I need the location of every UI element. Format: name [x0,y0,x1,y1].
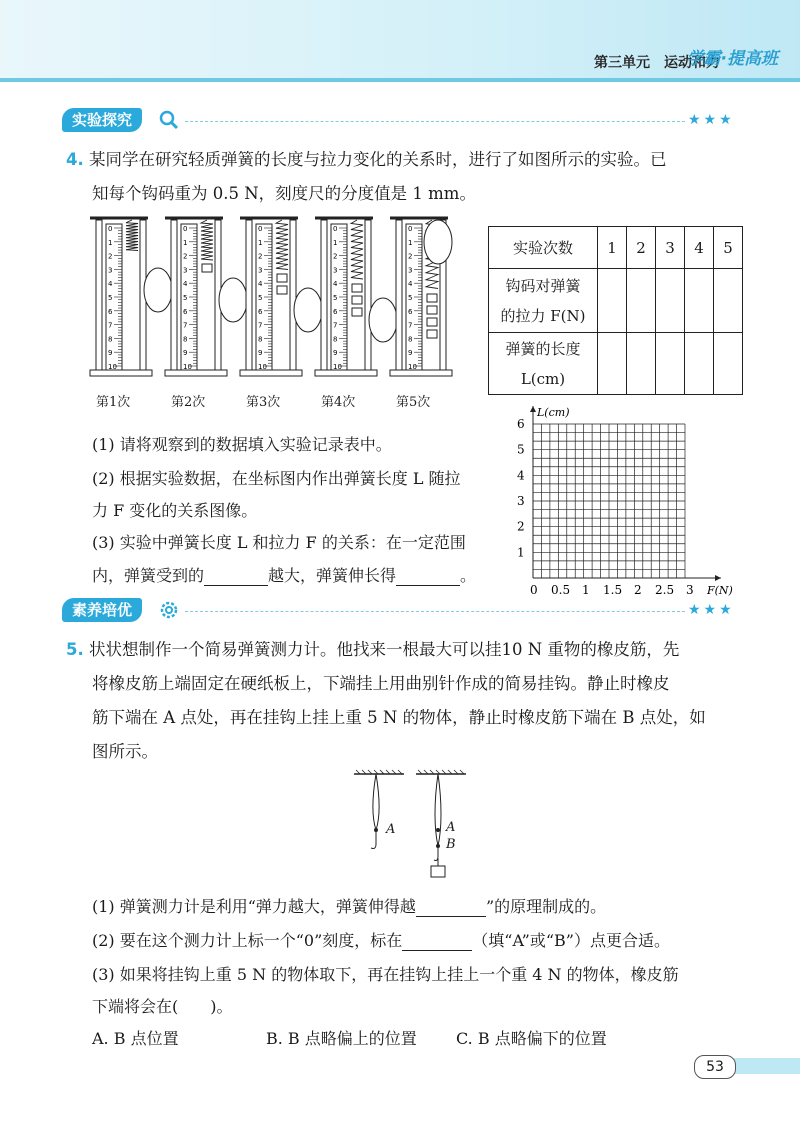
table-header-trials: 实验次数 [489,227,598,269]
x-tick-label: 1.5 [603,583,623,596]
q4-sub3-line2: 内，弹簧受到的 越大，弹簧伸长得 。 [92,566,477,585]
ruler-tick-label: 5 [183,294,188,302]
divider [185,611,685,612]
caption-trial-2: 第2次 [171,395,206,410]
ruler-tick-label: 0 [333,225,338,233]
q5-sub2: (2) 要在这个测力计上标一个“0”刻度，标在 （填“A”或“B”）点更合适。 [92,931,670,950]
ruler-tick-label: 10 [408,363,417,371]
option-b[interactable]: B. B 点略偏上的位置 [266,1029,417,1048]
spring-stand [90,218,172,376]
y-tick-label: 5 [517,442,525,457]
length-cell[interactable] [627,333,656,395]
table-header-length: 弹簧的长度 L(cm) [489,333,598,395]
x-tick-label: 3 [686,583,694,596]
ruler-tick-label: 1 [108,238,113,247]
section-label: 实验探究 [72,111,133,129]
spring-stand [315,218,397,376]
ruler-tick-label: 9 [408,349,413,358]
length-cell[interactable] [598,333,627,395]
ruler-tick-label: 7 [408,321,413,330]
force-cell[interactable] [627,269,656,333]
ruler-tick-label: 1 [258,238,263,247]
ruler-tick-label: 9 [333,349,338,358]
answer-blank[interactable] [204,567,268,586]
ruler-tick-label: 10 [333,363,342,371]
caption-trial-4: 第4次 [321,395,356,410]
section-badge-literacy [62,598,142,622]
x-tick-label: 0.5 [551,583,571,596]
spring-stand [165,218,247,376]
length-cell[interactable] [714,333,743,395]
magnifier-icon [158,109,180,131]
caption-trial-1: 第1次 [96,395,131,410]
ruler-tick-label: 7 [333,321,338,330]
ruler-tick-label: 3 [258,266,263,275]
answer-blank[interactable] [416,898,486,917]
q4-sub2-line1: (2) 根据实验数据，在坐标图内作出弹簧长度 L 随拉 [92,469,461,488]
ruler-tick-label: 0 [258,225,263,233]
x-axis-label: F(N) [707,584,733,596]
question-4-stem-2: 知每个钩码重为 0.5 N，刻度尺的分度值是 1 mm。 [92,184,476,203]
y-tick-label: 1 [517,545,525,560]
page-number: 53 [694,1055,736,1079]
ruler-tick-label: 10 [258,363,267,371]
q4-sub3-line1: (3) 实验中弹簧长度 L 和拉力 F 的关系：在一定范围 [92,533,466,552]
question-5-stem-4: 图所示。 [92,742,158,761]
option-c[interactable]: C. B 点略偏下的位置 [456,1029,607,1048]
ruler-tick-label: 9 [258,349,263,358]
x-tick-label: 2 [634,583,642,596]
graph-grid[interactable] [505,396,745,596]
q4-sub1: (1) 请将观察到的数据填入实验记录表中。 [92,435,392,454]
ruler-tick-label: 10 [183,363,192,371]
ruler-tick-label: 2 [258,252,263,261]
question-number: 4. [66,150,84,169]
q5-sub3-line2: 下端将会在( )。 [92,997,233,1016]
y-tick-label: 2 [517,519,525,534]
ruler-tick-label: 4 [183,280,188,289]
point-a-label: A [386,822,396,837]
y-tick-label: 6 [517,417,525,431]
spring-experiment-figure [80,210,480,385]
ruler-tick-label: 9 [108,349,113,358]
question-number: 5. [66,640,84,659]
ruler-tick-label: 8 [408,335,413,344]
ruler-tick-label: 3 [183,266,188,275]
ruler-tick-label: 4 [108,280,113,289]
trial-2: 2 [627,227,656,269]
page-band [734,1058,800,1074]
ruler-tick-label: 6 [183,307,188,316]
q5-sub1: (1) 弹簧测力计是利用“弹力越大，弹簧伸得越 ”的原理制成的。 [92,897,607,916]
force-cell[interactable] [656,269,685,333]
spring-stand [240,218,322,376]
ruler-tick-label: 8 [183,335,188,344]
difficulty-stars: ★★★ [688,112,735,128]
ruler-tick-label: 8 [258,335,263,344]
ruler-tick-label: 4 [258,280,263,289]
y-tick-label: 4 [517,468,525,483]
ruler-tick-label: 6 [258,307,263,316]
ruler-tick-label: 7 [258,321,263,330]
question-5-stem: 5. 状状想制作一个简易弹簧测力计。他找来一根最大可以挂10 N 重物的橡皮筋，先 [66,640,680,659]
x-axis-arrow [715,575,721,581]
table-header-force: 钩码对弹簧 的拉力 F(N) [489,269,598,333]
ruler-tick-label: 4 [333,280,338,289]
ruler-tick-label: 5 [258,294,263,302]
question-5-stem-3: 筋下端在 A 点处，再在挂钩上挂上重 5 N 的物体，静止时橡皮筋下端在 B 点处，如 [92,708,706,727]
caption-trial-3: 第3次 [246,395,281,410]
ruler-tick-label: 2 [408,252,413,261]
ruler-tick-label: 2 [183,252,188,261]
ruler-tick-label: 1 [183,238,188,247]
gear-icon [158,599,180,621]
y-axis-label: L(cm) [537,406,570,419]
q5-sub3-line1: (3) 如果将挂钩上重 5 N 的物体取下，再在挂钩上挂上一个重 4 N 的物体，橡皮筋 [92,965,679,984]
brand-logo: 学霸·提高班 [686,49,778,69]
x-tick-label: 2.5 [655,583,675,596]
ruler-tick-label: 8 [333,335,338,344]
point-a-label: A [446,820,456,835]
y-tick-label: 3 [517,494,525,508]
section-badge-experiment [62,108,142,132]
trial-1: 1 [598,227,627,269]
ruler-tick-label: 2 [333,252,338,261]
x-tick-label: 0 [530,583,538,596]
ruler-tick-label: 10 [108,363,117,371]
rubber-band-figure [350,768,480,888]
ruler-tick-label: 9 [183,349,188,358]
length-cell[interactable] [685,333,714,395]
trial-4: 4 [685,227,714,269]
section-label: 素养培优 [72,601,133,619]
ruler-tick-label: 4 [408,280,413,289]
ruler-tick-label: 3 [333,266,338,275]
difficulty-stars: ★★★ [688,602,735,618]
q4-sub2-line2: 力 F 变化的关系图像。 [92,501,258,520]
x-tick-label: 1 [582,583,590,596]
question-4-stem: 4. 某同学在研究轻质弹簧的长度与拉力变化的关系时，进行了如图所示的实验。已 [66,150,667,169]
question-5-stem-2: 将橡皮筋上端固定在硬纸板上，下端挂上用曲别针作成的简易挂钩。静止时橡皮 [92,674,670,693]
ruler-tick-label: 5 [333,294,338,302]
force-cell[interactable] [685,269,714,333]
y-axis-arrow [530,406,536,412]
trial-3: 3 [656,227,685,269]
trial-5: 5 [714,227,743,269]
ruler-tick-label: 6 [408,307,413,316]
point-b-label: B [446,837,456,852]
ruler-tick-label: 2 [108,252,113,261]
ruler-tick-label: 8 [108,335,113,344]
ruler-tick-label: 0 [183,225,188,233]
ruler-tick-label: 5 [408,294,413,302]
option-a[interactable]: A. B 点位置 [92,1029,179,1048]
length-cell[interactable] [656,333,685,395]
ruler-tick-label: 7 [183,321,188,330]
unit-title: 第三单元 运动和力 [594,55,720,71]
ruler-tick-label: 0 [108,225,113,233]
ruler-tick-label: 7 [108,321,113,330]
record-table [488,226,743,395]
ruler-tick-label: 1 [333,238,338,247]
ruler-tick-label: 1 [408,238,413,247]
ruler-tick-label: 6 [108,307,113,316]
spring-stand [390,218,452,376]
ruler-tick-label: 6 [333,307,338,316]
force-cell[interactable] [598,269,627,333]
divider [185,121,685,122]
caption-trial-5: 第5次 [396,395,431,410]
ruler-tick-label: 5 [108,294,113,302]
answer-blank[interactable] [402,932,472,951]
force-cell[interactable] [714,269,743,333]
answer-blank[interactable] [396,567,460,586]
ruler-tick-label: 3 [408,266,413,275]
ruler-tick-label: 3 [108,266,113,275]
ruler-tick-label: 0 [408,225,413,233]
